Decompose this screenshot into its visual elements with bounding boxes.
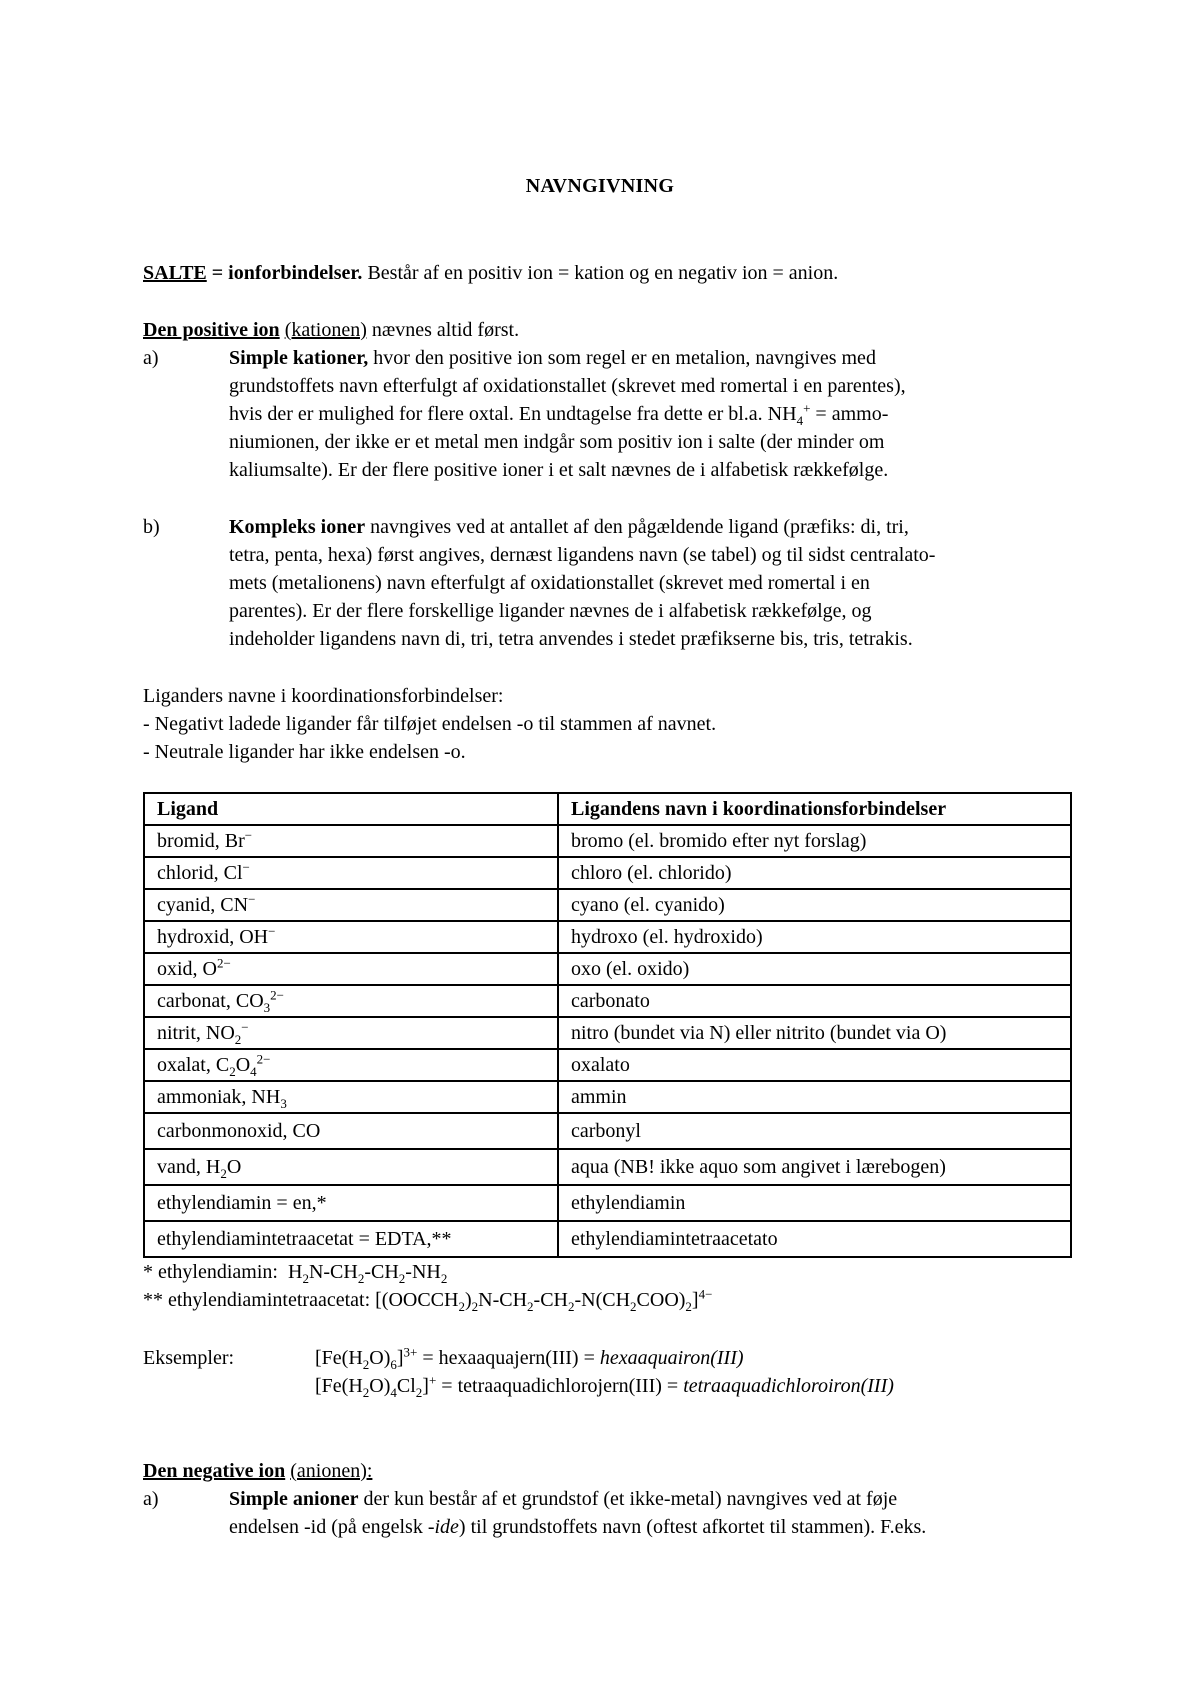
ligand-name-cell: carbonyl	[558, 1113, 1071, 1149]
simple-kationer-line5: kaliumsalte). Er der flere positive ioner i et salt nævnes de i alfabetisk rækkefølge.	[229, 459, 889, 481]
ligand-name-cell: oxo (el. oxido)	[558, 953, 1071, 985]
table-row	[144, 889, 1071, 921]
ligand-cell: carbonat, $CO_3^{2-}$	[144, 985, 558, 1017]
footnote-1: * ethylendiamin: $H_2N-CH_2-CH_2-NH_2$	[143, 1261, 448, 1286]
item-a2-label: a)	[143, 1488, 159, 1510]
ligander-intro-line2: - Negativt ladede ligander får tilføjet endelsen -o til stammen af navnet.	[143, 713, 717, 735]
table-row	[144, 1113, 1071, 1149]
salte-bold: ionforbindelser.	[228, 262, 363, 284]
table-row	[144, 857, 1071, 889]
ligand-name-cell: ethylendiamintetraacetato	[558, 1221, 1071, 1257]
table-row	[144, 953, 1071, 985]
table-row	[144, 985, 1071, 1017]
ligand-table-body	[144, 825, 1071, 1257]
examples-label: Eksempler:	[143, 1347, 235, 1369]
simple-anioner-line1: Simple anioner der kun består af et grundstof (et ikke-metal) navngives ved at føje	[229, 1488, 898, 1510]
simple-kationer-line2: grundstoffets navn efterfulgt af oxidationstallet (skrevet med romertal i en parentes),	[229, 375, 906, 397]
kompleks-ioner-line3: mets (metalionens) navn efterfulgt af oxidationstallet (skrevet med romertal i en	[229, 572, 870, 594]
page-title: NAVNGIVNING	[525, 175, 675, 197]
simple-kationer-line4: niumionen, der ikke er et metal men indgår som positiv ion i salte (der minder om	[229, 431, 885, 453]
footnote-2: ** ethylendiamintetraacetat: $[(OOCCH_2)_2N-CH_2-CH_2-N(CH_2COO)_2]^{4-}$	[143, 1286, 713, 1314]
header-ligand-name: Ligandens navn i koordinationsforbindelser	[558, 793, 1071, 825]
table-row	[144, 921, 1071, 953]
simple-kationer-line3: hvis der er mulighed for flere oxtal. En undtagelse fra dette er bl.a. $NH_4^+$ = ammo-	[229, 400, 889, 428]
ligand-name-cell: aqua (NB! ikke aquo som angivet i lærebogen)	[558, 1149, 1071, 1185]
ligand-cell: ethylendiamintetraacetat = EDTA,**	[144, 1221, 558, 1257]
kompleks-ioner-line5: indeholder ligandens navn di, tri, tetra anvendes i stedet præfikserne bis, tris, tetrakis.	[229, 628, 913, 650]
table-row	[144, 1049, 1071, 1081]
ligand-table	[143, 792, 1072, 1258]
ligand-cell: nitrit, $NO_2^-$	[144, 1017, 558, 1049]
ligand-name-cell: ammin	[558, 1081, 1071, 1113]
ligand-cell: vand, $H_2O$	[144, 1149, 558, 1185]
ligander-intro-line3: - Neutrale ligander har ikke endelsen -o.	[143, 741, 466, 763]
item-a-label: a)	[143, 347, 159, 369]
header-ligand: Ligand	[144, 793, 558, 825]
ligand-cell: ammoniak, $NH_3$	[144, 1081, 558, 1113]
table-header-row	[144, 793, 1071, 825]
ligand-name-cell: carbonato	[558, 985, 1071, 1017]
kompleks-ioner-line2: tetra, penta, hexa) først angives, dernæst ligandens navn (se tabel) og til sidst centralato-	[229, 544, 936, 566]
ligand-cell: oxalat, $C_2O_4^{2-}$	[144, 1049, 558, 1081]
ligand-name-cell: cyano (el. cyanido)	[558, 889, 1071, 921]
ligand-name-cell: ethylendiamin	[558, 1185, 1071, 1221]
table-row	[144, 1185, 1071, 1221]
ligand-name-cell: hydroxo (el. hydroxido)	[558, 921, 1071, 953]
ligand-name-cell: nitro (bundet via N) eller nitrito (bundet via O)	[558, 1017, 1071, 1049]
ligand-name-cell: bromo (el. bromido efter nyt forslag)	[558, 825, 1071, 857]
ligand-cell: oxid, $O^{2-}$	[144, 953, 558, 985]
table-row	[144, 825, 1071, 857]
ligand-cell: ethylendiamin = en,*	[144, 1185, 558, 1221]
example-1: $[Fe(H_2O)_6]^{3+}$ = hexaaquajern(III) = hexaaquairon(III)	[315, 1344, 744, 1372]
negative-ion-heading: Den negative ion (anionen):	[143, 1460, 373, 1482]
ligand-name-cell: oxalato	[558, 1049, 1071, 1081]
table-row	[144, 1221, 1071, 1257]
kompleks-ioner-line1: Kompleks ioner navngives ved at antallet af den pågældende ligand (præfiks: di, tri,	[229, 516, 909, 538]
ligand-name-cell: chloro (el. chlorido)	[558, 857, 1071, 889]
ligand-cell: hydroxid, OH−	[144, 921, 558, 953]
ligander-intro-line1: Liganders navne i koordinationsforbindelser:	[143, 685, 504, 707]
simple-kationer-line1: Simple kationer, hvor den positive ion som regel er en metalion, navngives med	[229, 347, 876, 369]
table-row	[144, 1081, 1071, 1113]
kompleks-ioner-line4: parentes). Er der flere forskellige ligander nævnes de i alfabetisk rækkefølge, og	[229, 600, 872, 622]
ligand-cell: cyanid, CN−	[144, 889, 558, 921]
ligand-cell: carbonmonoxid, CO	[144, 1113, 558, 1149]
ligand-cell: chlorid, Cl−	[144, 857, 558, 889]
simple-anioner-line2: endelsen -id (på engelsk -ide) til grundstoffets navn (oftest afkortet til stammen). F.eks.	[229, 1516, 927, 1538]
table-row	[144, 1149, 1071, 1185]
item-b-label: b)	[143, 516, 160, 538]
salte-label: SALTE	[143, 262, 207, 284]
salte-paragraph: SALTE = ionforbindelser. Består af en positiv ion = kation og en negativ ion = anion.	[143, 262, 839, 284]
salte-text: Består af en positiv ion = kation og en negativ ion = anion.	[362, 262, 839, 284]
example-2: $[Fe(H_2O)_4Cl_2]^+$ = tetraaquadichlorojern(III) = tetraaquadichloroiron(III)	[315, 1372, 894, 1400]
table-row	[144, 1017, 1071, 1049]
ligand-cell: bromid, Br−	[144, 825, 558, 857]
positive-ion-heading: Den positive ion (kationen) nævnes altid først.	[143, 319, 520, 341]
